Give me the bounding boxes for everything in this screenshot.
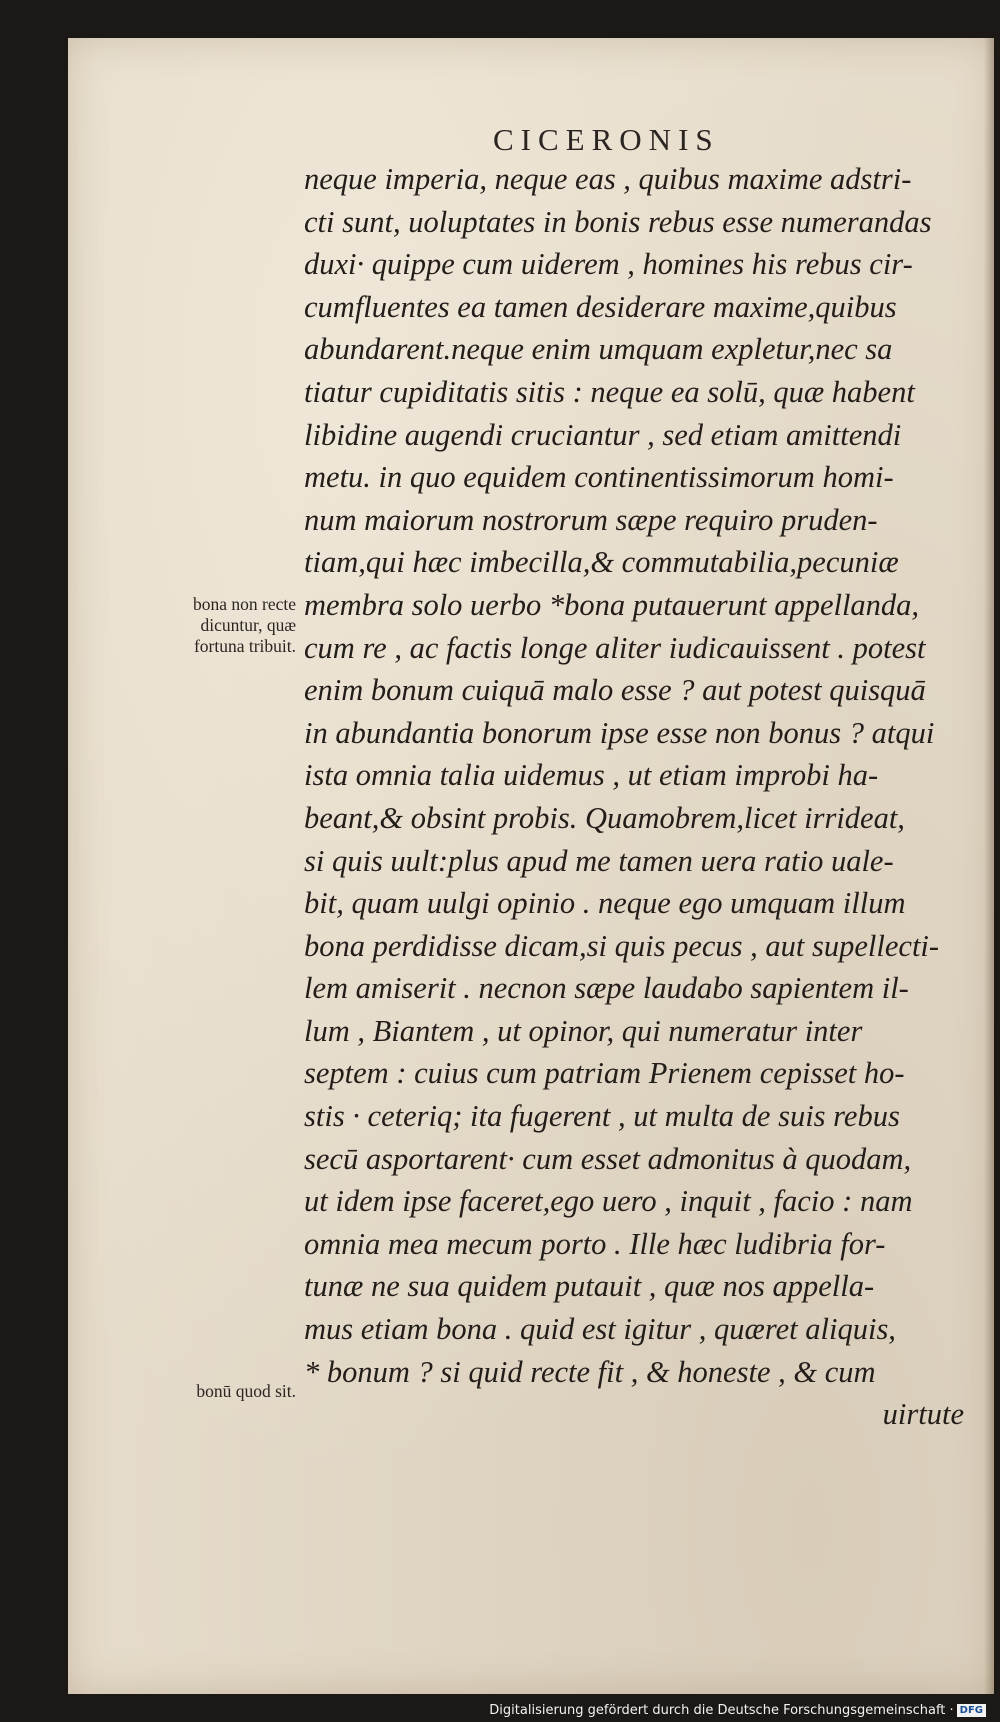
- text-line: secū asportarent· cum esset admonitus à quodam,: [304, 1141, 912, 1176]
- body-text: [304, 158, 964, 1436]
- text-line: stis · ceteriq; ita fugerent , ut multa de suis rebus: [304, 1099, 900, 1134]
- margin-note-line: bonū quod sit.: [196, 1381, 296, 1401]
- digitization-footer: [489, 1703, 986, 1718]
- text-line: mus etiam bona . quid est igitur , quæret aliquis,: [304, 1312, 896, 1347]
- text-line: cumfluentes ea tamen desiderare maxime,quibus: [304, 289, 897, 324]
- text-line: in abundantia bonorum ipse esse non bonus ? atqui: [304, 715, 935, 750]
- text-line: beant,& obsint probis. Quamobrem,licet irrideat,: [304, 800, 905, 835]
- footer-text: Digitalisierung gefördert durch die Deutsche Forschungsgemeinschaft ·: [489, 1703, 954, 1718]
- dfg-logo-icon: DFG: [957, 1704, 986, 1717]
- text-line: lum , Biantem , ut opinor, qui numeratur inter: [304, 1013, 863, 1048]
- text-line: si quis uult:plus apud me tamen uera ratio uale-: [304, 843, 894, 878]
- text-line: septem : cuius cum patriam Prienem cepisset ho-: [304, 1056, 905, 1091]
- book-page: [68, 38, 994, 1694]
- margin-note-bonum: [120, 1381, 296, 1402]
- text-line: neque imperia, neque eas , quibus maxime adstri-: [304, 162, 912, 196]
- text-line: membra solo uerbo *bona putauerunt appellanda,: [304, 587, 920, 622]
- margin-note-bona: [120, 594, 296, 657]
- text-line: bona perdidisse dicam,si quis pecus , aut supellecti-: [304, 928, 940, 963]
- text-line: * bonum ? si quid recte fit , & honeste , & cum: [304, 1354, 876, 1389]
- margin-note-line: fortuna tribuit.: [193, 636, 296, 656]
- text-line: libidine augendi cruciantur , sed etiam amittendi: [304, 417, 902, 452]
- text-line: metu. in quo equidem continentissimorum homi-: [304, 460, 894, 495]
- page-edge-shadow: [984, 38, 994, 1694]
- text-line: ut idem ipse faceret,ego uero , inquit , facio : nam: [304, 1184, 913, 1219]
- running-head: CICERONIS: [493, 122, 720, 157]
- text-line: tunæ ne sua quidem putauit , quæ nos appella-: [304, 1269, 875, 1304]
- text-line: duxi· quippe cum uiderem , homines his rebus cir-: [304, 247, 913, 282]
- margin-note-line: dicuntur, quæ: [200, 615, 296, 635]
- text-line: cum re , ac factis longe aliter iudicauissent . potest: [304, 630, 926, 665]
- text-line: abundarent.neque enim umquam expletur,nec sa: [304, 332, 893, 367]
- text-line: omnia mea mecum porto . Ille hæc ludibria for-: [304, 1226, 886, 1261]
- text-line: tiatur cupiditatis sitis : neque ea solū, quæ habent: [304, 374, 915, 409]
- text-line: bit, quam uulgi opinio . neque ego umquam illum: [304, 886, 906, 921]
- text-line: ista omnia talia uidemus , ut etiam improbi ha-: [304, 758, 879, 793]
- margin-note-line: bona non recte: [192, 594, 296, 614]
- text-line: enim bonum cuiquā malo esse ? aut potest quisquā: [304, 673, 926, 708]
- text-line: lem amiserit . necnon sæpe laudabo sapientem il-: [304, 971, 909, 1006]
- text-line: num maiorum nostrorum sæpe requiro pruden-: [304, 502, 878, 537]
- text-line: tiam,qui hæc imbecilla,& commutabilia,pecuniæ: [304, 545, 899, 580]
- text-line: cti sunt, uoluptates in bonis rebus esse numerandas: [304, 204, 932, 239]
- catchword-line: uirtute: [882, 1397, 964, 1432]
